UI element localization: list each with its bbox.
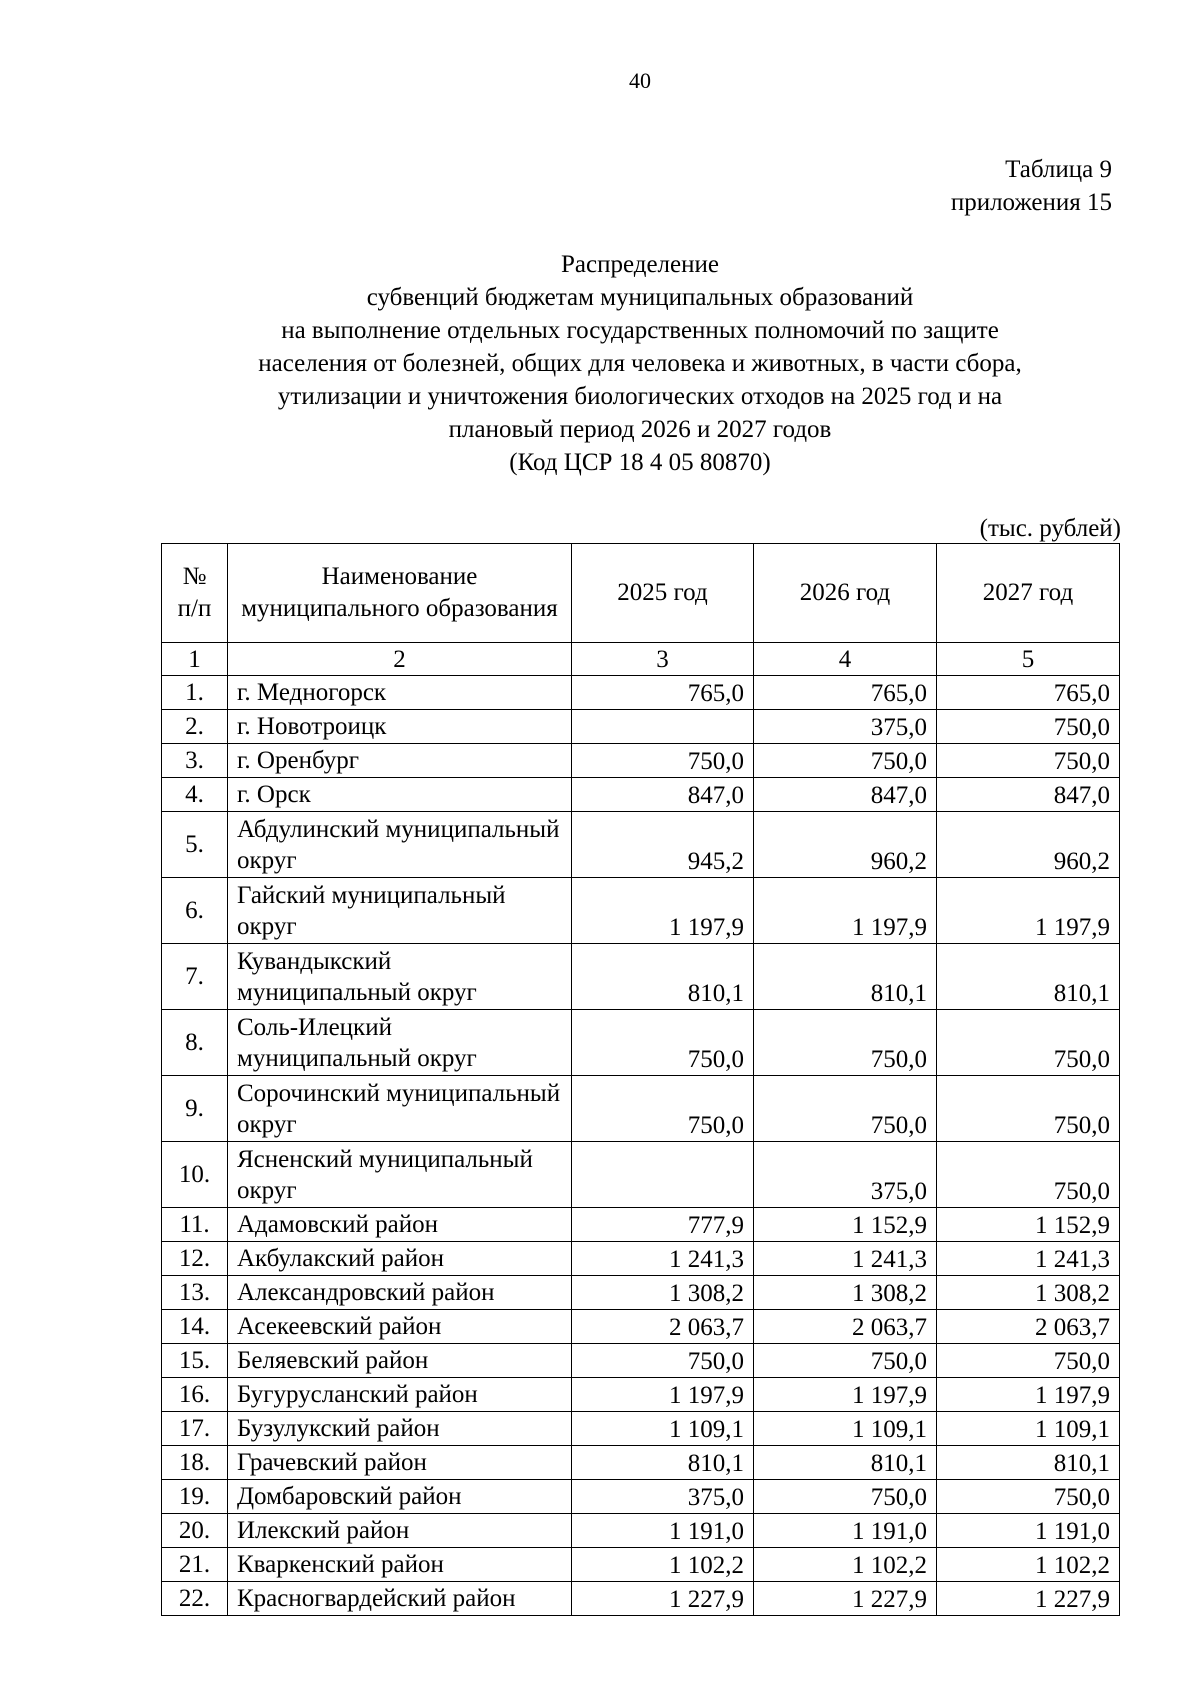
value-2027: 1 241,3	[937, 1242, 1120, 1276]
value-2025: 1 308,2	[572, 1276, 754, 1310]
title-line: утилизации и уничтожения биологических отходов на 2025 год и на	[277, 383, 1003, 410]
value-2027: 1 109,1	[937, 1412, 1120, 1446]
value-2027: 1 152,9	[937, 1208, 1120, 1242]
document-title	[160, 248, 1120, 479]
column-number: 2	[228, 643, 572, 676]
row-number: 7.	[162, 944, 228, 1010]
table-row	[162, 1582, 1120, 1616]
row-number: 22.	[162, 1582, 228, 1616]
table-row	[162, 1548, 1120, 1582]
value-2026: 2 063,7	[754, 1310, 937, 1344]
row-number: 6.	[162, 878, 228, 944]
value-2026: 375,0	[754, 710, 937, 744]
table-header-row	[162, 544, 1120, 643]
value-2026: 1 241,3	[754, 1242, 937, 1276]
value-2025: 2 063,7	[572, 1310, 754, 1344]
value-2027: 750,0	[937, 1010, 1120, 1076]
value-2025: 1 197,9	[572, 878, 754, 944]
row-number: 2.	[162, 710, 228, 744]
value-2025: 750,0	[572, 1344, 754, 1378]
value-2027: 750,0	[937, 1142, 1120, 1208]
value-2027: 847,0	[937, 778, 1120, 812]
row-number: 11.	[162, 1208, 228, 1242]
value-2025: 1 191,0	[572, 1514, 754, 1548]
value-2027: 1 191,0	[937, 1514, 1120, 1548]
value-2026: 1 109,1	[754, 1412, 937, 1446]
value-2026: 750,0	[754, 1076, 937, 1142]
value-2025: 945,2	[572, 812, 754, 878]
table-row	[162, 1446, 1120, 1480]
municipality-name: Илекский район	[228, 1514, 572, 1548]
table-reference	[951, 153, 1112, 219]
table-row	[162, 878, 1120, 944]
value-2027: 750,0	[937, 744, 1120, 778]
table-row	[162, 1208, 1120, 1242]
value-2025: 810,1	[572, 944, 754, 1010]
table-row	[162, 1412, 1120, 1446]
value-2026: 1 102,2	[754, 1548, 937, 1582]
value-2026: 1 197,9	[754, 1378, 937, 1412]
value-2027: 2 063,7	[937, 1310, 1120, 1344]
row-number: 5.	[162, 812, 228, 878]
header-2025: 2025 год	[572, 544, 754, 643]
value-2025	[572, 710, 754, 744]
value-2027: 750,0	[937, 1480, 1120, 1514]
value-2027: 750,0	[937, 1344, 1120, 1378]
page-number: 40	[629, 68, 651, 93]
row-number: 14.	[162, 1310, 228, 1344]
table-row	[162, 1242, 1120, 1276]
municipality-name: Сорочинский муниципальный округ	[228, 1076, 572, 1142]
value-2025: 375,0	[572, 1480, 754, 1514]
header-2027: 2027 год	[937, 544, 1120, 643]
municipality-name: Абдулинский муниципальный округ	[228, 812, 572, 878]
subvention-table	[161, 543, 1120, 1616]
table-row	[162, 944, 1120, 1010]
row-number: 3.	[162, 744, 228, 778]
municipality-name: г. Орск	[228, 778, 572, 812]
table-row	[162, 1480, 1120, 1514]
column-number: 1	[162, 643, 228, 676]
row-number: 20.	[162, 1514, 228, 1548]
table-row	[162, 1310, 1120, 1344]
municipality-name: Александровский район	[228, 1276, 572, 1310]
header-number: № п/п	[162, 544, 228, 643]
table-row	[162, 1076, 1120, 1142]
table-row	[162, 1344, 1120, 1378]
value-2026: 1 197,9	[754, 878, 937, 944]
value-2025: 1 227,9	[572, 1582, 754, 1616]
table-reference-line: приложения 15	[950, 189, 1112, 216]
value-2027: 750,0	[937, 710, 1120, 744]
table-row	[162, 1378, 1120, 1412]
value-2025: 1 197,9	[572, 1378, 754, 1412]
municipality-name: Акбулакский район	[228, 1242, 572, 1276]
table-row	[162, 1010, 1120, 1076]
table-row	[162, 1276, 1120, 1310]
value-2027: 1 197,9	[937, 878, 1120, 944]
municipality-name: Соль-Илецкий муниципальный округ	[228, 1010, 572, 1076]
units-label: (тыс. рублей)	[979, 515, 1121, 542]
table-row	[162, 676, 1120, 710]
value-2027: 765,0	[937, 676, 1120, 710]
municipality-name: Гайский муниципальный округ	[228, 878, 572, 944]
municipality-name: Красногвардейский район	[228, 1582, 572, 1616]
value-2026: 960,2	[754, 812, 937, 878]
row-number: 18.	[162, 1446, 228, 1480]
value-2026: 750,0	[754, 1010, 937, 1076]
municipality-name: Домбаровский район	[228, 1480, 572, 1514]
table-row	[162, 778, 1120, 812]
value-2027: 960,2	[937, 812, 1120, 878]
row-number: 12.	[162, 1242, 228, 1276]
column-number: 3	[572, 643, 754, 676]
row-number: 19.	[162, 1480, 228, 1514]
municipality-name: г. Медногорск	[228, 676, 572, 710]
row-number: 4.	[162, 778, 228, 812]
value-2026: 750,0	[754, 744, 937, 778]
municipality-name: Адамовский район	[228, 1208, 572, 1242]
value-2027: 1 102,2	[937, 1548, 1120, 1582]
municipality-name: Беляевский район	[228, 1344, 572, 1378]
value-2025: 750,0	[572, 744, 754, 778]
value-2025: 1 109,1	[572, 1412, 754, 1446]
table-row	[162, 812, 1120, 878]
row-number: 16.	[162, 1378, 228, 1412]
row-number: 13.	[162, 1276, 228, 1310]
row-number: 10.	[162, 1142, 228, 1208]
column-number: 4	[754, 643, 937, 676]
row-number: 21.	[162, 1548, 228, 1582]
value-2025: 810,1	[572, 1446, 754, 1480]
value-2026: 765,0	[754, 676, 937, 710]
row-number: 17.	[162, 1412, 228, 1446]
value-2025: 750,0	[572, 1076, 754, 1142]
column-numbers-row	[162, 643, 1120, 676]
table-row	[162, 710, 1120, 744]
value-2026: 1 308,2	[754, 1276, 937, 1310]
column-number: 5	[937, 643, 1120, 676]
table-row	[162, 1514, 1120, 1548]
value-2025: 765,0	[572, 676, 754, 710]
municipality-name: Бузулукский район	[228, 1412, 572, 1446]
municipality-name: Асекеевский район	[228, 1310, 572, 1344]
value-2027: 1 197,9	[937, 1378, 1120, 1412]
value-2026: 1 191,0	[754, 1514, 937, 1548]
value-2025: 1 102,2	[572, 1548, 754, 1582]
table-row	[162, 1142, 1120, 1208]
municipality-name: г. Новотроицк	[228, 710, 572, 744]
value-2025: 847,0	[572, 778, 754, 812]
value-2027: 810,1	[937, 944, 1120, 1010]
title-line: (Код ЦСР 18 4 05 80870)	[509, 449, 771, 476]
value-2027: 810,1	[937, 1446, 1120, 1480]
row-number: 15.	[162, 1344, 228, 1378]
row-number: 8.	[162, 1010, 228, 1076]
value-2025	[572, 1142, 754, 1208]
value-2026: 1 227,9	[754, 1582, 937, 1616]
table-row	[162, 744, 1120, 778]
value-2026: 810,1	[754, 1446, 937, 1480]
header-2026: 2026 год	[754, 544, 937, 643]
title-line: Распределение	[561, 251, 719, 278]
title-line: населения от болезней, общих для человека и животных, в части сбора,	[258, 350, 1022, 377]
municipality-name: г. Оренбург	[228, 744, 572, 778]
value-2025: 750,0	[572, 1010, 754, 1076]
row-number: 9.	[162, 1076, 228, 1142]
title-line: на выполнение отдельных государственных полномочий по защите	[281, 317, 999, 344]
header-municipality: Наименование муниципального образования	[228, 544, 572, 643]
value-2027: 1 308,2	[937, 1276, 1120, 1310]
municipality-name: Бугурусланский район	[228, 1378, 572, 1412]
value-2025: 1 241,3	[572, 1242, 754, 1276]
value-2025: 777,9	[572, 1208, 754, 1242]
municipality-name: Ясненский муниципальный округ	[228, 1142, 572, 1208]
value-2026: 1 152,9	[754, 1208, 937, 1242]
title-line: плановый период 2026 и 2027 годов	[448, 416, 832, 443]
value-2026: 750,0	[754, 1480, 937, 1514]
municipality-name: Кваркенский район	[228, 1548, 572, 1582]
municipality-name: Кувандыкский муниципальный округ	[228, 944, 572, 1010]
value-2027: 750,0	[937, 1076, 1120, 1142]
table-reference-line: Таблица 9	[1005, 156, 1112, 183]
value-2026: 750,0	[754, 1344, 937, 1378]
row-number: 1.	[162, 676, 228, 710]
value-2027: 1 227,9	[937, 1582, 1120, 1616]
value-2026: 810,1	[754, 944, 937, 1010]
title-line: субвенций бюджетам муниципальных образований	[366, 284, 914, 311]
value-2026: 847,0	[754, 778, 937, 812]
municipality-name: Грачевский район	[228, 1446, 572, 1480]
value-2026: 375,0	[754, 1142, 937, 1208]
